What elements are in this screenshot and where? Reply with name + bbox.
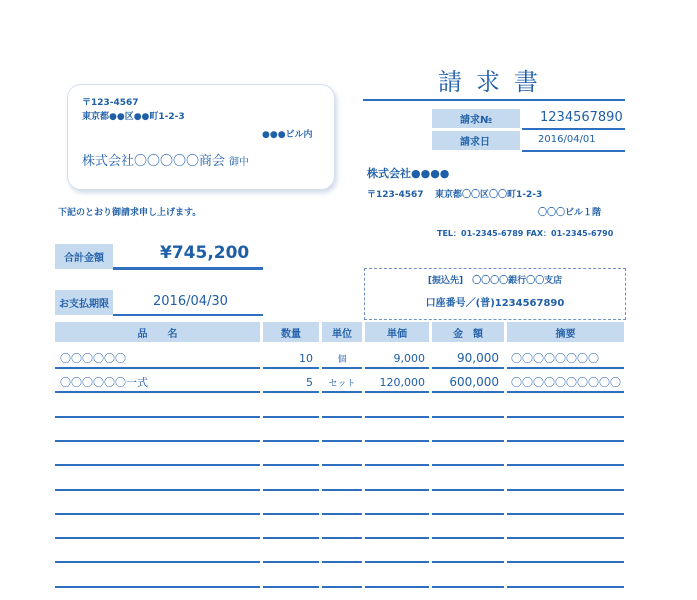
header-qty: 数量 <box>263 322 319 342</box>
row-line <box>322 561 362 563</box>
row-line <box>432 537 504 539</box>
row-line <box>263 537 319 539</box>
row-line <box>432 513 504 515</box>
invoice-date-label: 請求日 <box>432 131 520 150</box>
recipient-honorific: 御中 <box>229 157 250 168</box>
table-row-1-unit: 個 <box>337 354 347 365</box>
bank-line-2: 口座番号／(普)1234567890 <box>425 298 565 309</box>
table-row-1-note: 〇〇〇〇〇〇〇〇 <box>511 352 599 365</box>
recipient-postal: 〒123-4567 <box>82 98 139 108</box>
header-price: 単価 <box>365 322 429 342</box>
row-line <box>55 416 260 418</box>
row-line <box>322 367 362 369</box>
row-line <box>507 489 624 491</box>
row-line <box>365 464 429 466</box>
invoice-number-value: 1234567890 <box>540 110 623 125</box>
row-line <box>432 586 504 588</box>
row-line <box>322 440 362 442</box>
due-underline <box>113 314 263 316</box>
row-line <box>365 586 429 588</box>
row-line <box>322 586 362 588</box>
row-line <box>432 367 504 369</box>
row-line <box>507 513 624 515</box>
issuer-contact: TEL：01-2345-6789 FAX：01-2345-6790 <box>437 229 614 238</box>
row-line <box>263 367 319 369</box>
total-underline <box>113 267 263 270</box>
recipient-company: 株式会社〇〇〇〇〇商会 <box>82 154 226 169</box>
header-amount: 金 額 <box>432 322 504 342</box>
row-line <box>432 464 504 466</box>
row-line <box>55 513 260 515</box>
row-line <box>55 561 260 563</box>
table-row-1-qty: 10 <box>299 351 313 365</box>
row-line <box>55 440 260 442</box>
table-row-2-note: 〇〇〇〇〇〇〇〇〇〇 <box>511 376 621 389</box>
issuer-building: 〇〇〇ビル１階 <box>538 208 602 218</box>
row-line <box>322 537 362 539</box>
row-line <box>432 391 504 393</box>
recipient-name <box>82 150 249 169</box>
row-line <box>365 440 429 442</box>
row-line <box>507 561 624 563</box>
row-line <box>55 586 260 588</box>
table-row-1-price: 9,000 <box>393 351 425 365</box>
row-line <box>432 440 504 442</box>
row-line <box>365 489 429 491</box>
table-row-2-qty: 5 <box>306 375 313 389</box>
row-line <box>507 586 624 588</box>
issuer-address: 東京都〇〇区〇〇町1-2-3 <box>435 190 543 200</box>
intro-text: 下記のとおり御請求申し上げます。 <box>58 208 202 218</box>
row-line <box>55 537 260 539</box>
header-note: 摘要 <box>507 322 624 342</box>
row-line <box>432 416 504 418</box>
bank-line-1: [振込先] 〇〇〇〇銀行〇〇支店 <box>427 276 563 286</box>
due-label: お支払期限 <box>55 290 113 315</box>
row-line <box>322 513 362 515</box>
due-value: 2016/04/30 <box>153 294 228 309</box>
invoice-number-label: 請求№ <box>432 109 520 128</box>
row-line <box>322 416 362 418</box>
table-row-2-item: 〇〇〇〇〇〇一式 <box>60 376 148 389</box>
row-line <box>432 489 504 491</box>
row-line <box>263 416 319 418</box>
row-line <box>55 367 260 369</box>
row-line <box>263 464 319 466</box>
row-line <box>365 513 429 515</box>
issuer-postal: 〒123-4567 <box>367 190 424 200</box>
row-line <box>507 367 624 369</box>
row-line <box>263 513 319 515</box>
row-line <box>365 391 429 393</box>
table-row-1-item: 〇〇〇〇〇〇 <box>60 352 126 365</box>
total-label: 合計金額 <box>55 244 113 269</box>
invoice-date-underline <box>522 150 625 152</box>
row-line <box>55 489 260 491</box>
recipient-building: ●●●ビル内 <box>262 130 313 140</box>
row-line <box>507 416 624 418</box>
invoice-date-value: 2016/04/01 <box>538 134 596 145</box>
header-item: 品 名 <box>55 322 260 342</box>
table-row-2-price: 120,000 <box>379 375 425 389</box>
row-line <box>322 489 362 491</box>
header-unit: 単位 <box>322 322 362 342</box>
row-line <box>263 391 319 393</box>
row-line <box>263 586 319 588</box>
issuer-company: 株式会社●●●● <box>367 167 450 180</box>
total-value: ¥745,200 <box>160 243 250 263</box>
row-line <box>322 391 362 393</box>
table-row-2-amount: 600,000 <box>449 375 499 389</box>
row-line <box>507 391 624 393</box>
table-row-2-unit: セット <box>328 378 356 389</box>
row-line <box>365 561 429 563</box>
row-line <box>365 367 429 369</box>
row-line <box>263 561 319 563</box>
row-line <box>322 464 362 466</box>
recipient-address: 東京都●●区●●町1-2-3 <box>82 112 185 122</box>
row-line <box>365 537 429 539</box>
row-line <box>507 537 624 539</box>
row-line <box>263 440 319 442</box>
row-line <box>365 416 429 418</box>
row-line <box>507 464 624 466</box>
table-row-1-amount: 90,000 <box>457 351 499 365</box>
row-line <box>432 561 504 563</box>
row-line <box>55 464 260 466</box>
title-underline <box>363 99 625 101</box>
row-line <box>507 440 624 442</box>
row-line <box>55 391 260 393</box>
invoice-number-underline <box>522 128 625 130</box>
page-title: 請求書 <box>438 68 552 96</box>
row-line <box>263 489 319 491</box>
